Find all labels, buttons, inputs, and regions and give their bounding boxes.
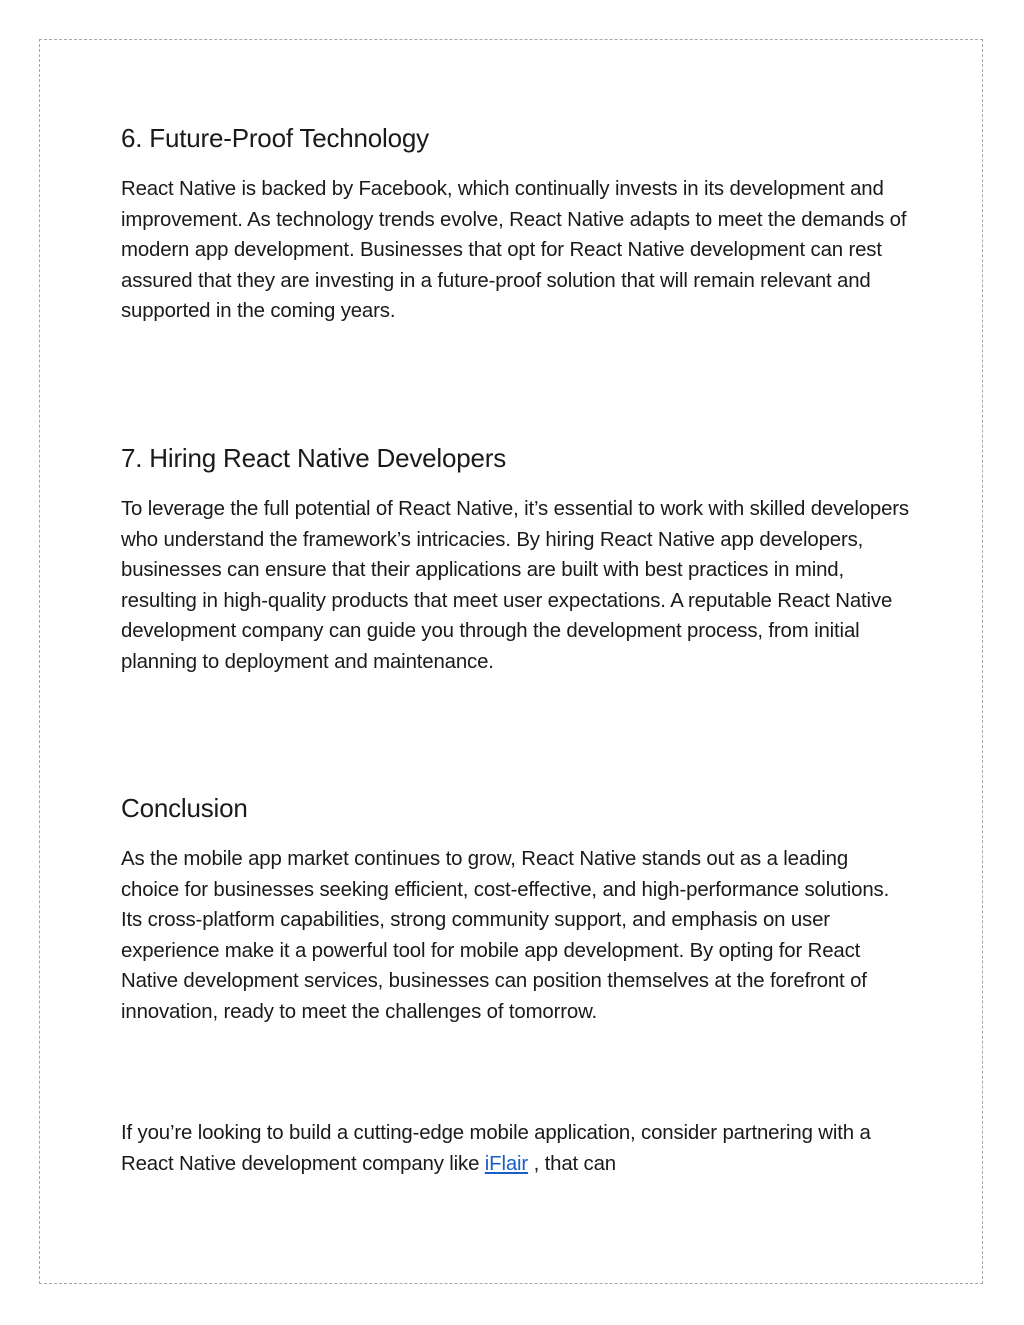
iflair-link[interactable]: iFlair <box>484 1152 529 1175</box>
section-heading: 7. Hiring React Native Developers <box>121 443 507 473</box>
section-paragraph: React Native is backed by Facebook, which continually invests in its development and improvement. As technology trends evolve, React Native adapts to meet the demands of modern app development. Businesses that opt for React Native development can rest assured that they are investing in a future-proof solution that will remain relevant and supported in the coming years. <box>121 178 907 322</box>
section-paragraph: To leverage the full potential of React Native, it’s essential to work with skilled developers who understand the framework’s intricacies. By hiring React Native app developers, businesses can ensure that their applications are built with best practices in mind, resulting in high-quality products that meet user expectations. A reputable React Native development company can guide you through the development process, from initial planning to deployment and maintenance. <box>121 498 909 673</box>
section-heading: Conclusion <box>121 793 248 823</box>
section-heading: 6. Future-Proof Technology <box>121 123 429 153</box>
closing-paragraph <box>121 1118 911 1179</box>
section-future-proof <box>121 120 911 327</box>
closing-text-before-link: If you’re looking to build a cutting-edge mobile application, consider partnering with a React Native development company like <box>121 1122 871 1175</box>
closing-text-after-link: , that can <box>528 1152 616 1175</box>
section-hiring-developers <box>121 440 911 677</box>
section-paragraph: As the mobile app market continues to grow, React Native stands out as a leading choice for businesses seeking efficient, cost-effective, and high-performance solutions. Its cross-platform capabilities, strong community support, and emphasis on user experience make it a powerful tool for mobile app development. By opting for React Native development services, businesses can position themselves at the forefront of innovation, ready to meet the challenges of tomorrow. <box>121 848 890 1023</box>
section-conclusion <box>121 790 911 1027</box>
